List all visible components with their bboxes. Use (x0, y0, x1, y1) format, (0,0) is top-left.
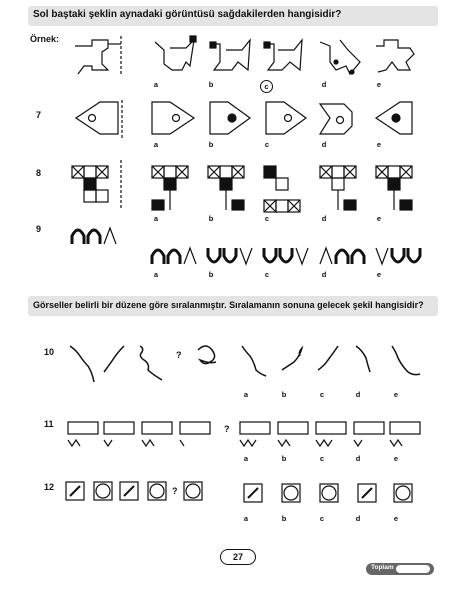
question-8-number: 8 (36, 168, 42, 178)
q12-sequence-figures (66, 482, 202, 500)
example-original-figure (75, 36, 121, 76)
q9-option-b-label[interactable]: b (208, 270, 214, 279)
q12-question-mark: ? (172, 486, 178, 496)
example-option-b-label[interactable]: b (208, 80, 214, 89)
q8-option-a-label[interactable]: a (153, 214, 159, 223)
q11-option-a-label[interactable]: a (243, 454, 249, 463)
q10-option-b-label[interactable]: b (281, 390, 287, 399)
example-option-e-label[interactable]: e (376, 80, 382, 89)
q10-question-mark: ? (176, 350, 182, 360)
q7-option-b-label[interactable]: b (208, 140, 214, 149)
q11-option-d-label[interactable]: d (355, 454, 361, 463)
q7-option-e-label[interactable]: e (376, 140, 382, 149)
q12-option-b-label[interactable]: b (281, 514, 287, 523)
q7-option-d-figure (320, 104, 352, 134)
example-option-d-label[interactable]: d (321, 80, 327, 89)
q8-option-d-figure (320, 166, 356, 210)
q7-option-e-figure (376, 102, 412, 134)
q10-option-d-label[interactable]: d (355, 390, 361, 399)
q9-option-d-figure (320, 248, 364, 264)
q12-option-figures (244, 484, 412, 502)
q8-option-a-figure (152, 166, 188, 210)
q9-original-figure (72, 228, 116, 244)
q9-option-a-figure (152, 248, 196, 264)
q10-option-c-label[interactable]: c (319, 390, 325, 399)
question-9-number: 9 (36, 224, 42, 234)
q8-option-c-label[interactable]: c (264, 214, 270, 223)
q11-option-b-label[interactable]: b (281, 454, 287, 463)
q7-option-c-label[interactable]: c (264, 140, 270, 149)
question-11-number: 11 (44, 419, 54, 429)
q9-option-c-label[interactable]: c (264, 270, 270, 279)
q7-original-figure (76, 100, 122, 138)
q10-option-a-label[interactable]: a (243, 390, 249, 399)
q11-option-e-label[interactable]: e (393, 454, 399, 463)
question-12-number: 12 (44, 482, 55, 492)
q9-option-a-label[interactable]: a (153, 270, 159, 279)
q7-option-c-figure (266, 102, 306, 134)
q8-option-b-figure (208, 166, 244, 210)
q10-option-figures (242, 346, 420, 376)
q12-option-d-label[interactable]: d (355, 514, 361, 523)
example-option-a-figure (155, 36, 196, 70)
q8-original-figure (72, 160, 121, 208)
question-7-number: 7 (36, 110, 42, 120)
q8-option-e-figure (376, 166, 412, 210)
q11-question-mark: ? (224, 424, 230, 434)
q7-option-d-label[interactable]: d (321, 140, 327, 149)
q11-sequence-figures (68, 422, 210, 446)
q12-option-a-label[interactable]: a (243, 514, 249, 523)
example-option-b-figure (210, 40, 250, 70)
q7-option-b-figure (210, 102, 250, 134)
q7-option-a-figure (152, 102, 194, 134)
example-option-c-label[interactable]: c (260, 80, 273, 93)
total-score-box (366, 563, 434, 575)
q11-option-c-label[interactable]: c (319, 454, 325, 463)
example-option-d-figure (320, 40, 360, 74)
q8-option-b-label[interactable]: b (208, 214, 214, 223)
example-option-c-figure (264, 40, 302, 70)
section1-instruction: Sol baştaki şeklin aynadaki görüntüsü sağdakilerden hangisidir? (33, 9, 342, 20)
q9-option-c-figure (264, 248, 308, 264)
example-option-a-label[interactable]: a (153, 80, 159, 89)
example-option-e-figure (376, 40, 414, 72)
q11-option-figures (240, 422, 420, 446)
q7-option-a-label[interactable]: a (153, 140, 159, 149)
section2-instruction: Görseller belirli bir düzene göre sıralanmıştır. Sıralamanın sonuna gelecek şekil hangisidir? (33, 300, 424, 310)
q9-option-d-label[interactable]: d (321, 270, 327, 279)
q9-option-e-figure (376, 248, 420, 264)
q9-option-b-figure (208, 248, 252, 264)
total-score-field[interactable] (396, 565, 430, 573)
q8-option-d-label[interactable]: d (321, 214, 327, 223)
q10-option-e-label[interactable]: e (393, 390, 399, 399)
q9-option-e-label[interactable]: e (376, 270, 382, 279)
example-label: Örnek: (30, 34, 60, 44)
q8-option-e-label[interactable]: e (376, 214, 382, 223)
q8-option-c-figure (264, 166, 300, 212)
q10-sequence-figures (70, 346, 216, 382)
q12-option-c-label[interactable]: c (319, 514, 325, 523)
total-label: Toplam (371, 564, 394, 571)
q12-option-e-label[interactable]: e (393, 514, 399, 523)
question-10-number: 10 (44, 347, 55, 357)
page-number: 27 (220, 549, 256, 565)
